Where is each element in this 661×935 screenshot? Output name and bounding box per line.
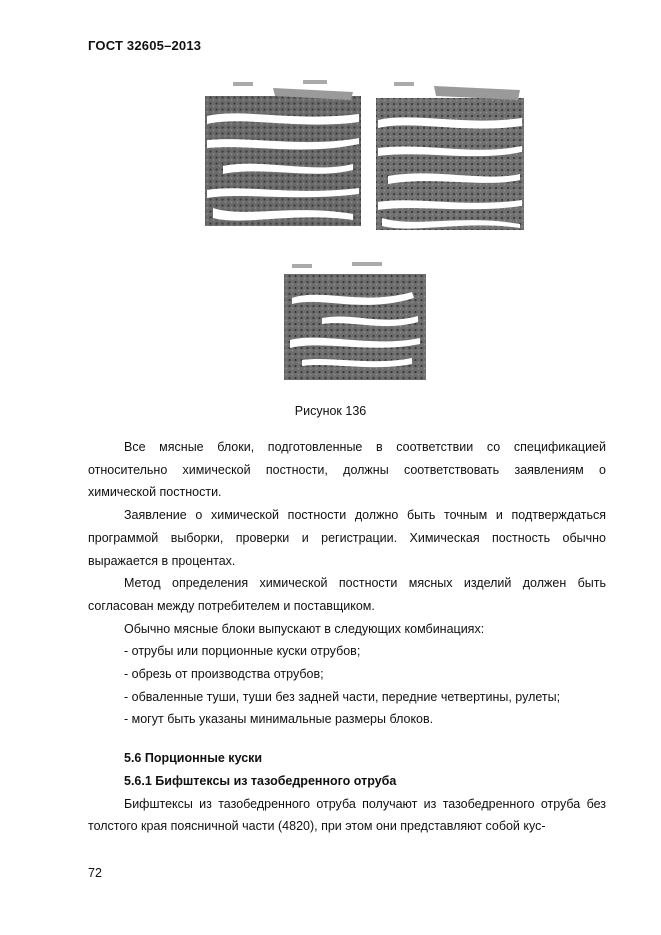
meat-block-photo-3 (282, 262, 428, 382)
figure-caption: Рисунок 136 (294, 404, 367, 418)
paragraph: Заявление о химической постности должно быть точным и подтверждаться программой выборки, проверки и регистрации. Химическая постность обычно выражается в процентах. (88, 508, 606, 568)
list-item: - обваленные туши, туши без задней части, передние четвертины, рулеты; (124, 689, 561, 704)
meat-block-photo-1 (203, 78, 363, 230)
list-item: - отрубы или порционные куски отрубов; (124, 644, 361, 659)
list-item: - обрезь от производства отрубов; (124, 667, 324, 682)
paragraph: Все мясные блоки, подготовленные в соответствии со спецификацией относительно химической постности, должны соответствовать заявлениям о химической постности. (88, 440, 606, 500)
section-heading: 5.6 Порционные куски (124, 751, 263, 766)
paragraph: Бифштексы из тазобедренного отруба получают из тазобедренного отруба без толстого края поясничной части (4820), при этом они представляют собой кус- (88, 796, 606, 834)
document-header: ГОСТ 32605–2013 (88, 38, 202, 53)
list-item: - могут быть указаны минимальные размеры блоков. (124, 712, 434, 727)
meat-block-photo-2 (374, 78, 526, 234)
page-number: 72 (88, 866, 102, 880)
subsection-heading: 5.6.1 Бифштексы из тазобедренного отруба (124, 773, 397, 788)
main-text (88, 436, 606, 838)
paragraph: Метод определения химической постности мясных изделий должен быть согласован между потребителем и поставщиком. (88, 576, 606, 613)
paragraph: Обычно мясные блоки выпускают в следующих комбинациях: (124, 621, 485, 636)
